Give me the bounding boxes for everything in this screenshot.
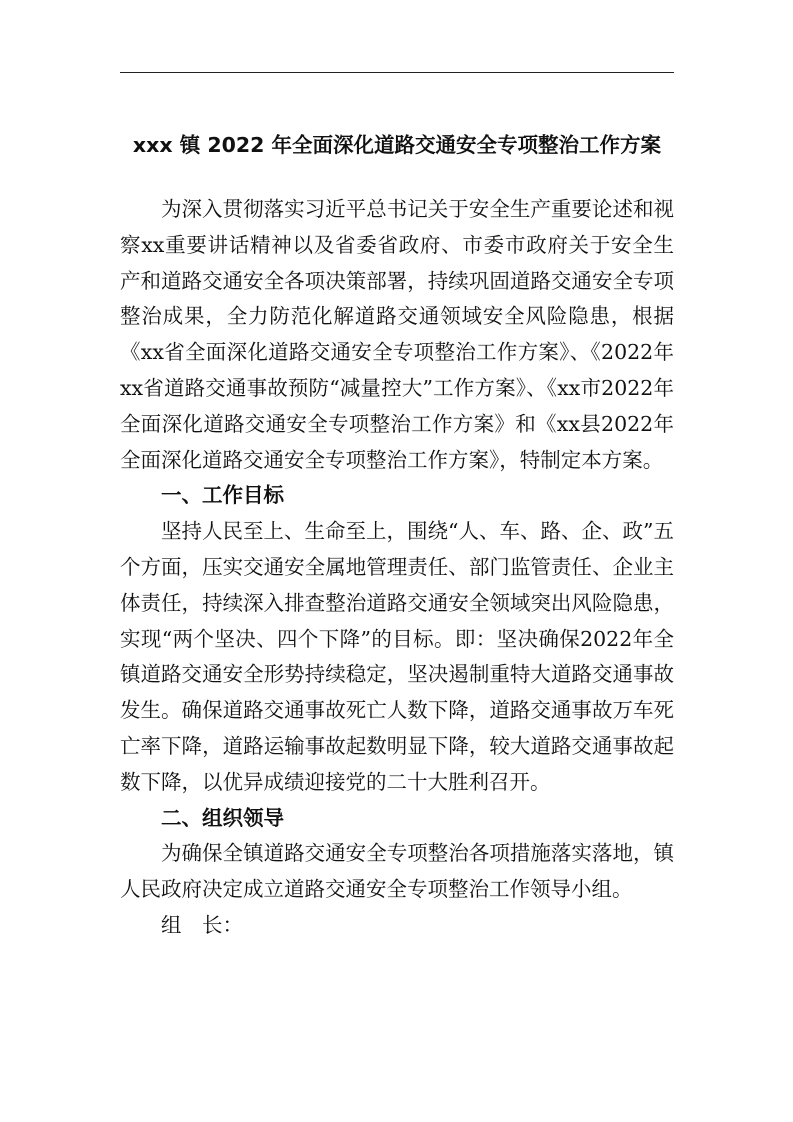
intro-paragraph: 为深入贯彻落实习近平总书记关于安全生产重要论述和视察xx重要讲话精神以及省委省政府、市委市政府关于安全生产和道路交通安全各项决策部署，持续巩固道路交通安全专项整治成果，全力防范化解道路交通领域安全风险隐患，根据《xx省全面深化道路交通安全专项整治工作方案》、《2022年xx省道路交通事故预防“减量控大”工作方案》、《xx市2022年全面深化道路交通安全专项整治工作方案》和《xx县2022年全面深化道路交通安全专项整治工作方案》，特制定本方案。	[120, 197, 674, 472]
document-title: xxx 镇 2022 年全面深化道路交通安全专项整治工作方案	[132, 133, 662, 157]
leadership-paragraph: 为确保全镇道路交通安全专项整治各项措施落实落地，镇人民政府决定成立道路交通安全专项整治工作领导小组。	[120, 841, 674, 902]
document-body	[120, 118, 674, 944]
header-rule	[120, 72, 674, 73]
section-heading-goals: 一、工作目标	[161, 483, 284, 508]
section-heading-leadership: 二、组织领导	[161, 805, 284, 830]
goals-paragraph: 坚持人民至上、生命至上，围绕“人、车、路、企、政”五个方面，压实交通安全属地管理责任、部门监管责任、企业主体责任，持续深入排查整治道路交通安全领域突出风险隐患，实现“两个坚决、四个下降”的目标。即：坚决确保2022年全镇道路交通安全形势持续稳定，坚决遏制重特大道路交通事故发生。确保道路交通事故死亡人数下降，道路交通事故万车死亡率下降，道路运输事故起数明显下降，较大道路交通事故起数下降，以优异成绩迎接党的二十大胜利召开。	[120, 519, 674, 794]
leader-label: 组 长：	[161, 912, 243, 937]
